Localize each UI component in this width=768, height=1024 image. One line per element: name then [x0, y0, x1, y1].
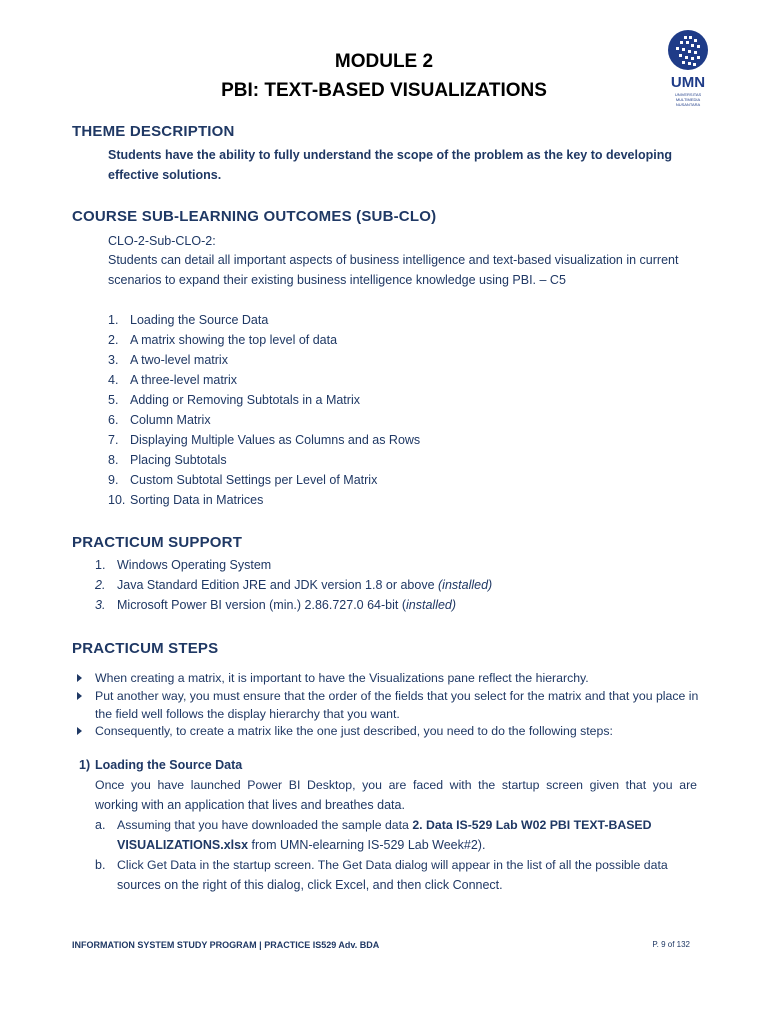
- module-number: MODULE 2: [334, 51, 434, 72]
- theme-line-2: effective solutions.: [108, 168, 222, 182]
- step-para-line-1: Once you have launched Power BI Desktop, you are faced with the startup screen given that you are: [95, 778, 697, 792]
- clo-heading: COURSE SUB-LEARNING OUTCOMES (SUB-CLO): [72, 208, 437, 225]
- clo-code: CLO-2-Sub-CLO-2:: [108, 234, 216, 248]
- substep-b-line-1: Click Get Data in the startup screen. The Get Data dialog will appear in the list of all the possible data: [117, 858, 668, 872]
- bullet-arrow-icon: [77, 727, 82, 735]
- support-heading: PRACTICUM SUPPORT: [72, 534, 243, 551]
- substep-b-label: b.: [95, 858, 106, 872]
- step-para-line-2: working with an application that lives and breathes data.: [95, 798, 405, 812]
- substep-a-line-2: VISUALIZATIONS.xlsx from UMN-elearning IS-529 Lab Week#2).: [117, 838, 486, 852]
- steps-heading: PRACTICUM STEPS: [72, 640, 219, 657]
- substep-a-label: a.: [95, 818, 106, 832]
- page-title: PBI: TEXT-BASED VISUALIZATIONS: [221, 80, 547, 101]
- step-heading: Loading the Source Data: [95, 758, 243, 772]
- substep-b-line-2: sources on the right of this dialog, click Excel, and then click Connect.: [117, 878, 503, 892]
- page-number: P. 9 of 132: [652, 940, 690, 949]
- bullet-arrow-icon: [77, 674, 82, 682]
- logo-subtext: UNIVERSITAS MULTIMEDIA NUSANTARA: [674, 92, 702, 107]
- logo-text: UMN: [670, 74, 706, 91]
- clo-line-1: Students can detail all important aspects of business intelligence and text-based visualization in current: [108, 253, 679, 267]
- bullet-arrow-icon: [77, 692, 82, 700]
- clo-line-2: scenarios to expand their existing business intelligence knowledge using PBI. – C5: [108, 273, 566, 287]
- theme-heading: THEME DESCRIPTION: [72, 123, 235, 140]
- umn-logo: [664, 30, 712, 110]
- substep-a-line-1: Assuming that you have downloaded the sample data 2. Data IS-529 Lab W02 PBI TEXT-BASED: [117, 818, 652, 832]
- step-number: 1): [79, 758, 91, 772]
- footer-left: INFORMATION SYSTEM STUDY PROGRAM | PRACTICE IS529 Adv. BDA: [72, 940, 380, 950]
- theme-line-1: Students have the ability to fully understand the scope of the problem as the key to developing: [108, 148, 672, 162]
